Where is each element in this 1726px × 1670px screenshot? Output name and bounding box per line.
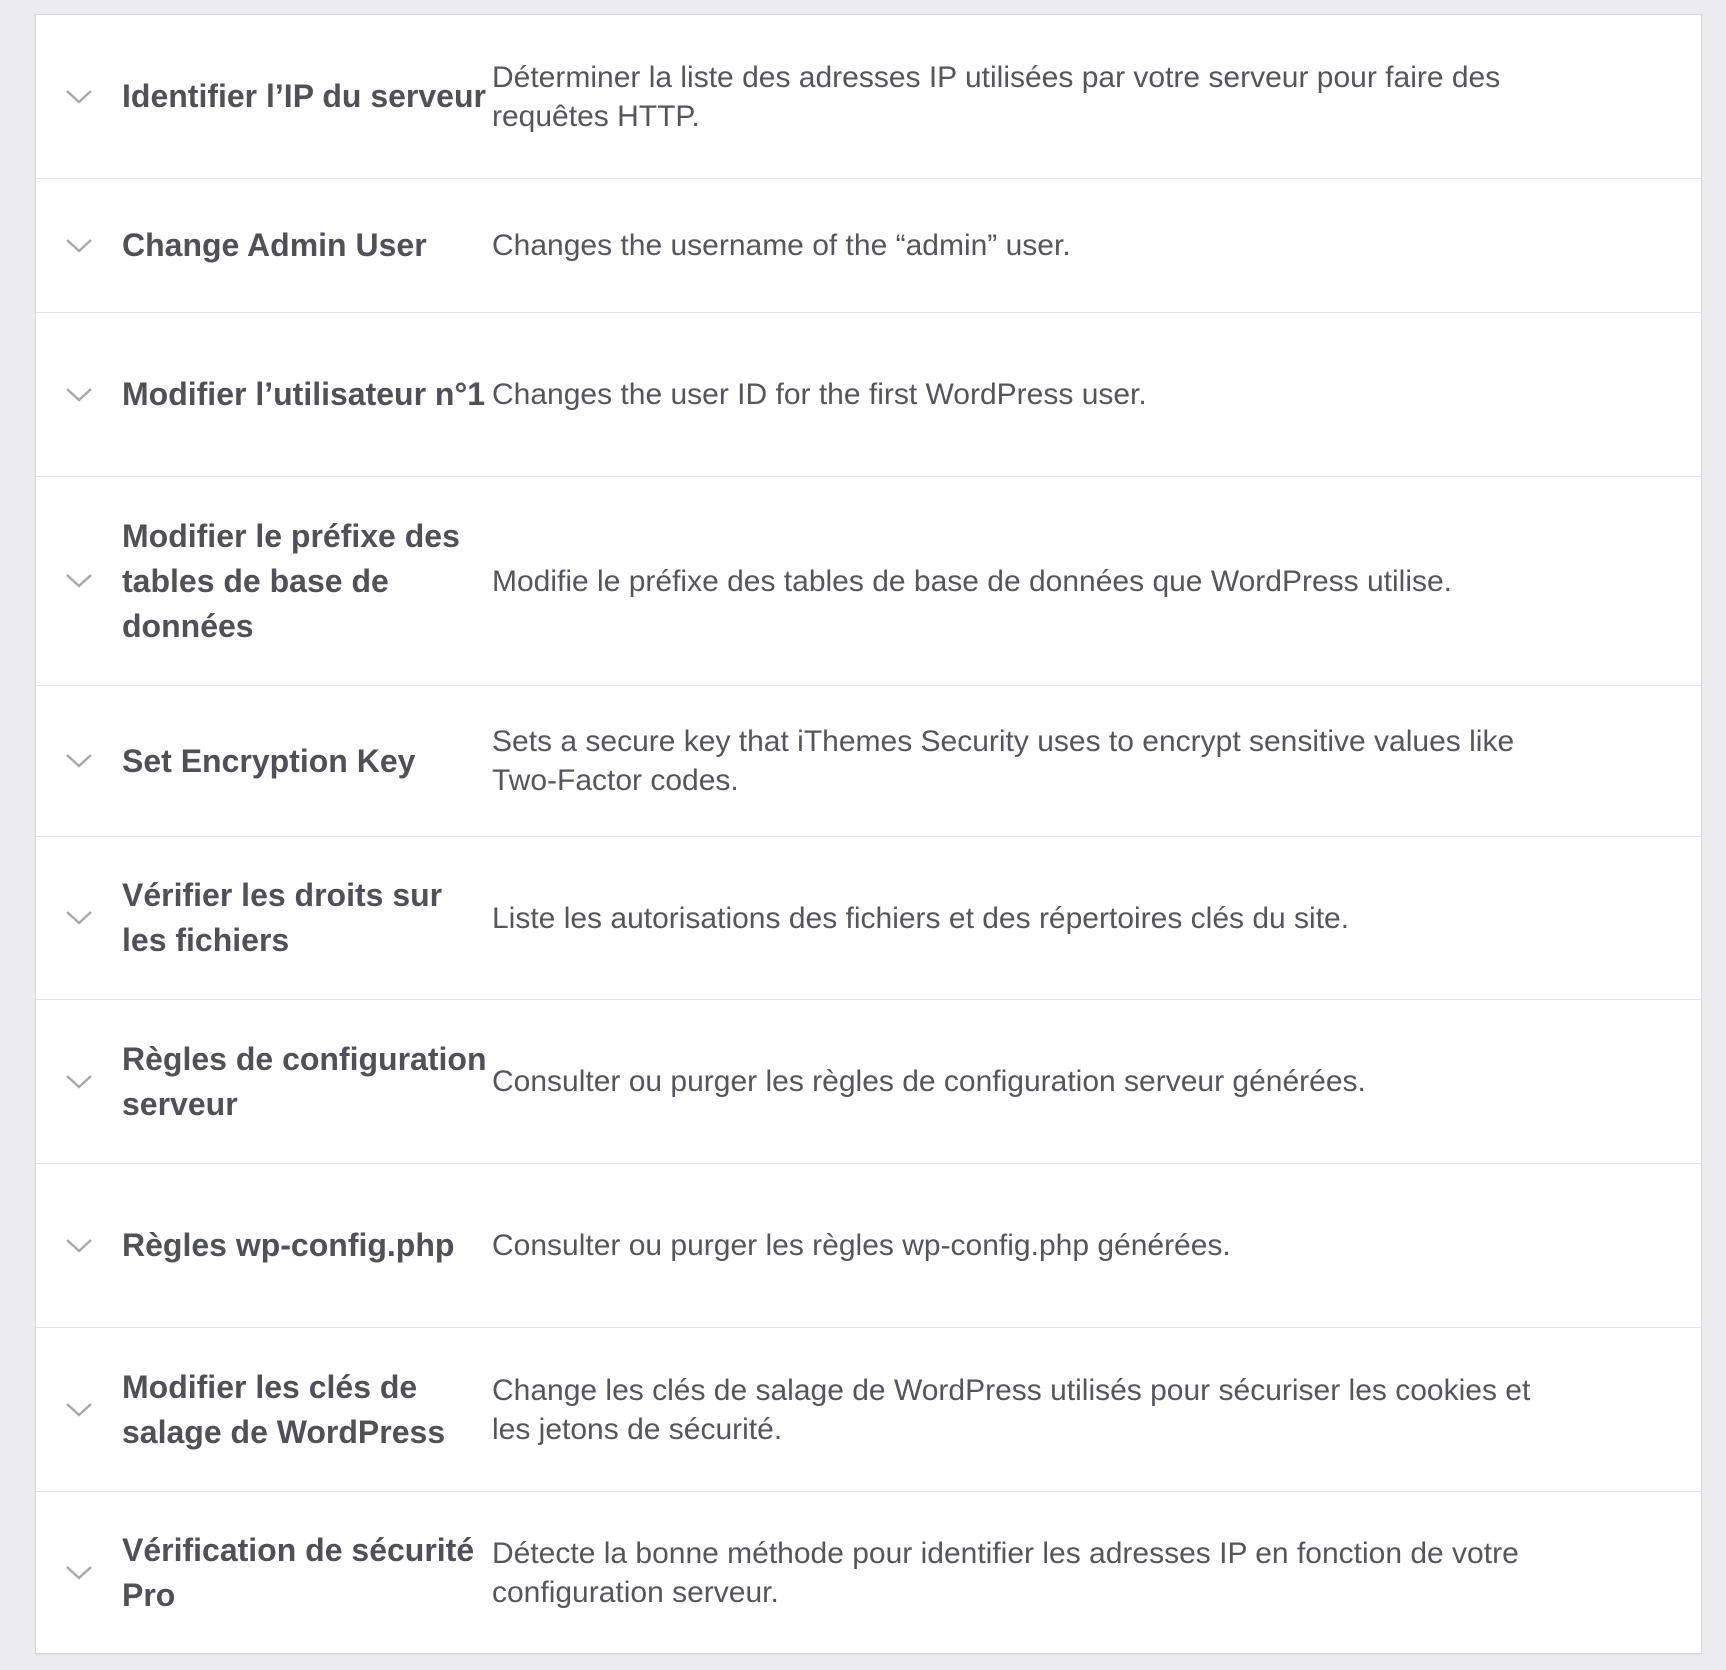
chevron-down-icon: [64, 1237, 94, 1255]
tool-title[interactable]: Modifier les clés de salage de WordPress: [122, 1368, 446, 1450]
tool-description: Déterminer la liste des adresses IP utilisées par votre serveur pour faire des requêtes HTTP.: [492, 60, 1501, 133]
tool-description: Changes the username of the “admin” user.: [492, 229, 1071, 262]
tool-title[interactable]: Vérifier les droits sur les fichiers: [122, 877, 443, 958]
chevron-down-icon: [64, 1564, 94, 1582]
tool-title[interactable]: Règles wp-config.php: [122, 1227, 455, 1263]
chevron-down-icon: [64, 237, 94, 255]
tool-row-change-admin-user[interactable]: [36, 179, 1701, 313]
expand-toggle[interactable]: [36, 1000, 122, 1163]
tool-description: Changes the user ID for the first WordPress user.: [492, 378, 1147, 411]
tool-description: Change les clés de salage de WordPress utilisés pour sécuriser les cookies et les jetons de sécurité.: [492, 1373, 1531, 1446]
expand-toggle[interactable]: [36, 179, 122, 312]
chevron-down-icon: [64, 1073, 94, 1091]
tool-row-change-user-id[interactable]: [36, 313, 1701, 477]
chevron-down-icon: [64, 386, 94, 404]
expand-toggle[interactable]: [36, 15, 122, 178]
tool-description: Liste les autorisations des fichiers et des répertoires clés du site.: [492, 901, 1350, 935]
tool-row-wordpress-salts[interactable]: [36, 1328, 1701, 1492]
expand-toggle[interactable]: [36, 1164, 122, 1327]
tool-title[interactable]: Set Encryption Key: [122, 742, 416, 779]
tool-row-file-permissions[interactable]: [36, 837, 1701, 1000]
tools-panel: [35, 14, 1702, 1654]
chevron-down-icon: [64, 752, 94, 770]
tool-title[interactable]: Vérification de sécurité Pro: [122, 1532, 475, 1613]
chevron-down-icon: [64, 88, 94, 106]
tool-title[interactable]: Modifier le préfixe des tables de base de données: [122, 517, 460, 644]
tool-title[interactable]: Change Admin User: [122, 227, 427, 263]
tool-description: Consulter ou purger les règles wp-config.php générées.: [492, 1229, 1231, 1262]
tool-row-database-prefix[interactable]: [36, 477, 1701, 686]
tool-description: Modifie le préfixe des tables de base de données que WordPress utilise.: [492, 564, 1453, 598]
expand-toggle[interactable]: [36, 313, 122, 476]
tool-title[interactable]: Modifier l’utilisateur n°1: [122, 376, 486, 412]
tool-title[interactable]: Règles de configuration serveur: [122, 1040, 487, 1122]
expand-toggle[interactable]: [36, 837, 122, 999]
tool-description: Sets a secure key that iThemes Security uses to encrypt sensitive values like Two-Factor codes.: [492, 725, 1515, 797]
tool-row-security-check-pro[interactable]: [36, 1492, 1701, 1654]
tool-row-identify-server-ip[interactable]: [36, 15, 1701, 179]
tool-description: Consulter ou purger les règles de configuration serveur générées.: [492, 1065, 1366, 1098]
tool-description: Détecte la bonne méthode pour identifier les adresses IP en fonction de votre configuration serveur.: [492, 1537, 1519, 1609]
chevron-down-icon: [64, 1401, 94, 1419]
expand-toggle[interactable]: [36, 1492, 122, 1654]
chevron-down-icon: [64, 909, 94, 927]
tool-row-encryption-key[interactable]: [36, 686, 1701, 837]
expand-toggle[interactable]: [36, 477, 122, 685]
expand-toggle[interactable]: [36, 686, 122, 836]
tool-row-wp-config-rules[interactable]: [36, 1164, 1701, 1328]
chevron-down-icon: [64, 572, 94, 590]
tool-row-server-config-rules[interactable]: [36, 1000, 1701, 1164]
tool-title[interactable]: Identifier l’IP du serveur: [122, 78, 486, 114]
expand-toggle[interactable]: [36, 1328, 122, 1491]
